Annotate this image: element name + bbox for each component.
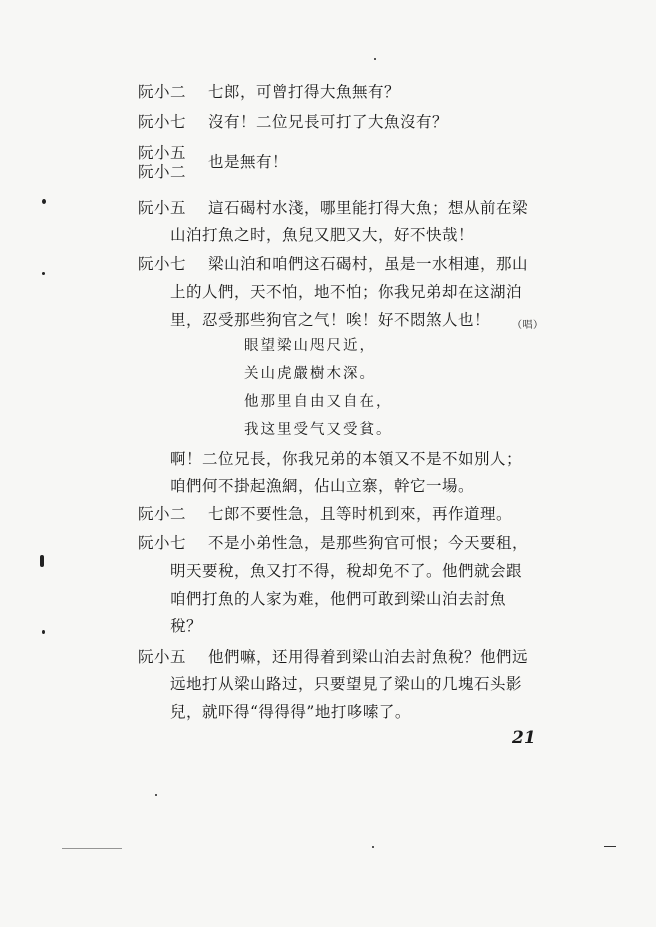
dialogue-line: 里，忍受那些狗官之气！唉！好不悶煞人也！ — [170, 311, 491, 329]
song-line: 我这里受气又受貧。 — [244, 422, 393, 438]
song-line: 他那里自由又自在， — [244, 394, 393, 410]
speaker-name: 阮小五 — [138, 648, 187, 666]
scan-speck — [42, 272, 45, 275]
speaker-name: 阮小七 — [138, 534, 187, 552]
scan-speck — [42, 630, 45, 634]
dialogue-line: 不是小弟性急，是那些狗官可恨；今天要租， — [208, 534, 529, 552]
dialogue-line: 也是無有！ — [208, 153, 289, 171]
dialogue-line: 兒，就吓得“得得得”地打哆嗦了。 — [170, 703, 411, 721]
scan-speck — [40, 555, 44, 567]
dialogue-line: 七郎不要性急，且等时机到來，再作道理。 — [208, 505, 513, 523]
dialogue-line: 咱們打魚的人家为难，他們可敢到梁山泊去討魚 — [170, 590, 507, 608]
scan-speck — [42, 199, 46, 204]
speaker-name: 阮小七 — [138, 113, 187, 131]
speaker-name: 阮小五 — [138, 144, 187, 162]
dialogue-line: 稅？ — [170, 617, 203, 635]
page-number: 21 — [512, 728, 536, 748]
dialogue-line: 梁山泊和咱們这石碣村，虽是一水相連，那山 — [208, 255, 529, 273]
song-line: 关山虎嚴樹木深。 — [244, 366, 376, 382]
scan-speck — [372, 846, 374, 848]
scan-speck — [604, 846, 616, 847]
scan-speck — [374, 58, 376, 60]
dialogue-line: 明天要稅，魚又打不得，稅却免不了。他們就会跟 — [170, 562, 523, 580]
dialogue-line: 這石碣村水淺，哪里能打得大魚；想从前在梁 — [208, 199, 529, 217]
scan-speck — [155, 794, 157, 796]
dialogue-line: 七郎，可曾打得大魚無有？ — [208, 83, 401, 101]
dialogue-line: 啊！二位兄長，你我兄弟的本領又不是不如別人； — [170, 450, 523, 468]
speaker-name: 阮小五 — [138, 199, 187, 217]
speaker-name: 阮小二 — [138, 163, 187, 181]
stage-note: （唱） — [512, 320, 544, 331]
song-line: 眼望梁山咫尺近， — [244, 338, 376, 354]
dialogue-line: 沒有！二位兄長可打了大魚沒有？ — [208, 113, 449, 131]
speaker-name: 阮小二 — [138, 83, 187, 101]
speaker-name: 阮小七 — [138, 255, 187, 273]
dialogue-line: 上的人們，天不怕，地不怕；你我兄弟却在这湖泊 — [170, 283, 523, 301]
speaker-name: 阮小二 — [138, 505, 187, 523]
dialogue-line: 山泊打魚之时，魚兒又肥又大，好不快哉！ — [170, 226, 475, 244]
scan-speck — [62, 848, 122, 849]
dialogue-line: 咱們何不掛起漁網，佔山立寨，幹它一場。 — [170, 477, 475, 495]
dialogue-line: 他們嘛，还用得着到梁山泊去討魚稅？他們远 — [208, 648, 529, 666]
dialogue-line: 远地打从梁山路过，只要望見了梁山的几塊石头影 — [170, 675, 523, 693]
